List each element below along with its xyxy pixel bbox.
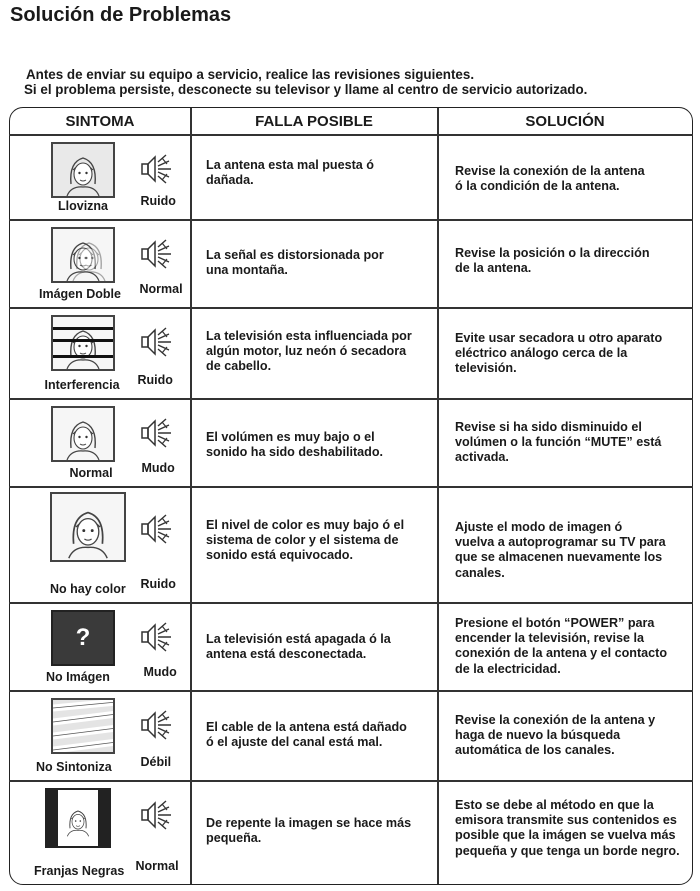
column-divider	[190, 108, 192, 884]
solucion-text	[455, 246, 695, 276]
solucion-line: haga de nuevo la búsqueda	[455, 728, 621, 743]
symptom-sound-label: Mudo	[143, 665, 177, 679]
falla-line: sistema de color y el sistema de	[206, 533, 399, 548]
row-divider	[9, 602, 693, 604]
row-divider	[9, 134, 693, 136]
speaker-icon	[140, 416, 174, 450]
speaker-icon	[140, 708, 174, 742]
symptom-sound-label: Ruido	[137, 373, 173, 387]
solucion-line: vuelva a autoprogramar su TV para	[455, 535, 666, 550]
solucion-line: emisora transmite sus contenidos es	[455, 813, 677, 828]
falla-line: El cable de la antena está dañado	[206, 720, 407, 734]
solucion-line: Esto se debe al método en que la	[455, 798, 654, 812]
falla-line: La televisión está apagada ó la	[206, 632, 391, 646]
falla-line: pequeña.	[206, 831, 262, 846]
speaker-icon	[140, 512, 174, 546]
symptom-picture-label: Normal	[69, 466, 113, 480]
symptom-picture-label: Interferencia	[44, 378, 120, 392]
solucion-text	[455, 713, 695, 759]
row-divider	[9, 219, 693, 221]
symptom-picture-label: Franjas Negras	[34, 864, 125, 878]
question-mark-icon: ?	[75, 624, 91, 651]
falla-posible-text	[206, 518, 434, 564]
intro-line-2: Si el problema persiste, desconecte su televisor y llame al centro de servicio autorizado.	[24, 82, 588, 97]
tv-screen-icon	[50, 492, 126, 562]
symptom-picture-label: No Imágen	[46, 670, 110, 684]
solucion-line: Evite usar secadora u otro aparato	[455, 331, 663, 345]
symptom-sound-label: Ruido	[140, 194, 176, 208]
tv-screen-icon	[51, 142, 115, 198]
solucion-text	[455, 520, 695, 581]
symptom-sound-label: Normal	[139, 282, 183, 296]
solucion-line: Ajuste el modo de imagen ó	[455, 520, 623, 534]
solucion-line: Revise la conexión de la antena y	[455, 713, 656, 727]
speaker-icon	[140, 798, 174, 832]
intro-text	[26, 67, 587, 97]
row-divider	[9, 690, 693, 692]
tv-screen-icon	[45, 788, 111, 848]
falla-line: sonido está equivocado.	[206, 548, 353, 563]
falla-line: De repente la imagen se hace más	[206, 816, 412, 830]
solucion-line: activada.	[455, 450, 509, 465]
falla-posible-text	[206, 632, 434, 662]
solucion-line: posible que la imágen se vuelva más	[455, 828, 676, 843]
symptom-sound-label: Mudo	[141, 461, 175, 475]
solucion-line: volúmen o la función “MUTE” está	[455, 435, 662, 450]
falla-line: antena está desconectada.	[206, 647, 367, 662]
solucion-text	[455, 164, 695, 194]
column-divider	[437, 108, 439, 884]
falla-posible-text	[206, 329, 434, 375]
falla-line: La antena esta mal puesta ó	[206, 158, 374, 172]
falla-line: dañada.	[206, 173, 254, 188]
falla-posible-text	[206, 430, 434, 460]
symptom-sound-label: Débil	[140, 755, 172, 769]
falla-line: El nivel de color es muy bajo ó el	[206, 518, 405, 532]
solucion-line: que se almacenen nuevamente los	[455, 550, 663, 565]
speaker-icon	[140, 152, 174, 186]
solucion-text	[455, 331, 695, 377]
symptom-sound-label: Normal	[135, 859, 179, 873]
solucion-line: Revise la conexión de la antena	[455, 164, 645, 178]
falla-line: La televisión esta influenciada por	[206, 329, 412, 343]
falla-posible-text	[206, 816, 434, 846]
header-falla-posible: FALLA POSIBLE	[255, 113, 373, 130]
symptom-picture-label: Imágen Doble	[39, 287, 121, 301]
speaker-icon	[140, 620, 174, 654]
solucion-line: Revise si ha sido disminuido el	[455, 420, 642, 434]
header-sintoma: SINTOMA	[65, 113, 135, 130]
solucion-line: eléctrico análogo cerca de la	[455, 346, 628, 361]
solucion-line: de la electricidad.	[455, 661, 561, 676]
tv-screen-icon	[51, 610, 115, 666]
solucion-text	[455, 420, 695, 466]
solucion-line: pequeña y que tenga un borde negro.	[455, 843, 680, 858]
symptom-picture-label: Llovizna	[58, 199, 109, 213]
solucion-line: televisión.	[455, 361, 517, 376]
row-divider	[9, 780, 693, 782]
tv-screen-icon	[51, 698, 115, 754]
page-title: Solución de Problemas	[10, 4, 232, 26]
solucion-line: Presione el botón “POWER” para	[455, 616, 655, 630]
solucion-line: conexión de la antena y el contacto	[455, 646, 668, 661]
falla-line: El volúmen es muy bajo o el	[206, 430, 375, 444]
row-divider	[9, 486, 693, 488]
solucion-text	[455, 616, 695, 677]
symptom-picture-label: No hay color	[50, 582, 126, 596]
solucion-line: encender la televisión, revise la	[455, 631, 645, 646]
row-divider	[9, 307, 693, 309]
falla-posible-text	[206, 158, 434, 188]
tv-screen-icon	[51, 227, 115, 283]
solucion-line: ó la condición de la antena.	[455, 179, 620, 194]
tv-screen-icon	[51, 315, 115, 371]
falla-line: La señal es distorsionada por	[206, 248, 384, 262]
tv-screen-icon	[51, 406, 115, 462]
falla-posible-text	[206, 248, 434, 278]
falla-line: algún motor, luz neón ó secadora	[206, 344, 407, 359]
speaker-icon	[140, 237, 174, 271]
falla-posible-text	[206, 720, 434, 750]
solucion-line: automática de los canales.	[455, 743, 615, 758]
solucion-line: canales.	[455, 565, 505, 580]
symptom-picture-label: No Sintoniza	[36, 760, 112, 774]
falla-line: de cabello.	[206, 359, 272, 374]
falla-line: una montaña.	[206, 263, 288, 278]
solucion-line: Revise la posición o la dirección	[455, 246, 650, 260]
falla-line: sonido ha sido deshabilitado.	[206, 445, 384, 460]
solucion-text	[455, 798, 695, 859]
intro-line-1: Antes de enviar su equipo a servicio, realice las revisiones siguientes.	[26, 67, 475, 82]
falla-line: ó el ajuste del canal está mal.	[206, 735, 383, 750]
header-solucion: SOLUCIÓN	[525, 113, 605, 130]
solucion-line: de la antena.	[455, 261, 532, 276]
row-divider	[9, 398, 693, 400]
symptom-sound-label: Ruido	[140, 577, 176, 591]
speaker-icon	[140, 325, 174, 359]
